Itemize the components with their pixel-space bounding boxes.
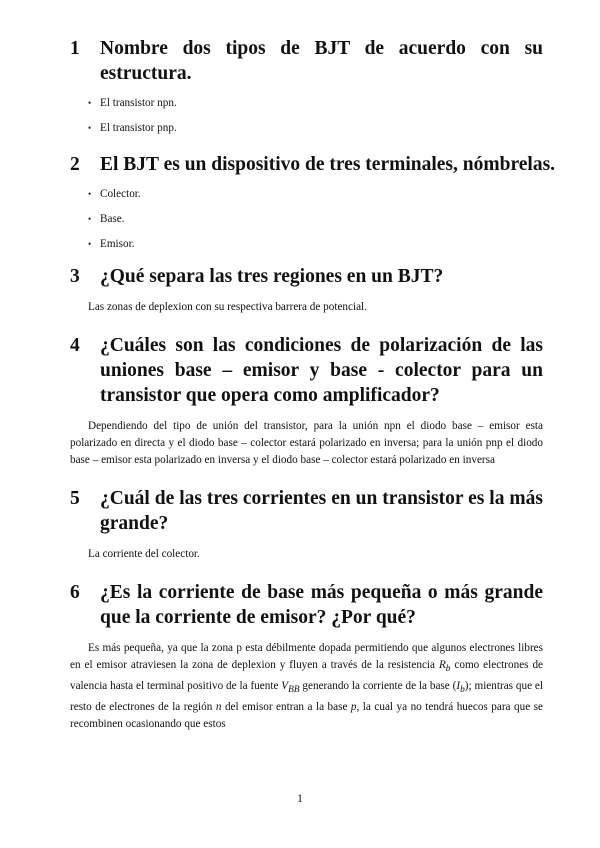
section-title: El BJT es un dispositivo de tres terminales, nómbrelas.: [100, 154, 556, 175]
section-body: La corriente del colector.: [88, 548, 200, 560]
section-number: 1: [70, 38, 80, 59]
section-body: Dependiendo del tipo de unión del transistor, para la unión npn el diodo base – emisor esta polarizado en directa y el diodo base – colector estará polarizado en inversa; para la unión pnp el diodo base – emisor esta polarizado en inversa y el diodo base – colector estará polarizado en inversa: [70, 420, 543, 466]
section-heading: [70, 152, 556, 177]
math-var: p: [350, 701, 357, 714]
list-item: [88, 121, 543, 146]
section-body: Es más pequeña, ya que la zona p esta débilmente dopada permitiendo que algunos electrones libres en el emisor atraviesen la zona de deplexion y fluyen a través de la resistencia $R_b$ como electrones de valencia hasta el terminal positivo de la fuente $V_{BB}$ generando la corriente de la base $(I_b)$; mientras que el resto de electrones de la región n del emisor entran a la base p, la cual ya no tendrá huecos para que se recombinen ocasionando que estos: [70, 642, 544, 731]
list-item-text: El transistor pnp.: [100, 122, 177, 134]
document-page: [70, 36, 556, 733]
section-5: [70, 486, 543, 563]
section-heading: [70, 264, 543, 289]
section-number: 3: [70, 266, 80, 287]
math-var: V: [281, 680, 289, 693]
section-3: [70, 264, 543, 316]
bullet-icon: •: [88, 98, 92, 108]
section-number: 5: [70, 488, 80, 509]
section-title: ¿Qué separa las tres regiones en un BJT?: [100, 266, 444, 287]
section-4: [70, 333, 543, 469]
math-var: n: [215, 701, 222, 714]
page-number: 1: [297, 793, 303, 805]
section-number: 2: [70, 154, 80, 175]
list-item: [88, 237, 543, 262]
section-heading: [70, 333, 543, 408]
bullet-list: [70, 187, 543, 262]
list-item: [88, 187, 543, 212]
section-title: ¿Cuál de las tres corrientes en un transistor es la más grande?: [100, 488, 543, 534]
section-heading: [70, 580, 543, 630]
math-subscript: b: [445, 664, 451, 675]
section-number: 6: [70, 582, 80, 603]
list-item-text: Base.: [100, 213, 125, 225]
math-subscript: b: [460, 685, 465, 696]
section-body: Las zonas de deplexion con su respectiva barrera de potencial.: [88, 301, 367, 313]
section-2: [70, 152, 556, 262]
bullet-icon: •: [88, 123, 92, 133]
bullet-icon: •: [88, 189, 92, 199]
list-item-text: El transistor npn.: [100, 97, 177, 109]
list-item: [88, 212, 543, 237]
section-number: 4: [70, 335, 80, 356]
math-var: R: [438, 659, 446, 671]
section-1: [70, 36, 543, 146]
bullet-icon: •: [88, 214, 92, 224]
section-title: ¿Cuáles son las condiciones de polarización de las uniones base – emisor y base - colector para un transistor que opera como amplificador?: [100, 335, 543, 406]
list-item-text: Colector.: [100, 188, 141, 200]
list-item-text: Emisor.: [100, 238, 135, 250]
section-6: [70, 580, 543, 733]
bullet-icon: •: [88, 239, 92, 249]
section-heading: [70, 486, 543, 536]
bullet-list: [70, 96, 543, 146]
section-title: Nombre dos tipos de BJT de acuerdo con su estructura.: [100, 38, 543, 84]
math-var: I: [456, 680, 461, 693]
section-heading: [70, 36, 543, 86]
math-subscript: BB: [288, 685, 300, 696]
section-title: ¿Es la corriente de base más pequeña o más grande que la corriente de emisor? ¿Por qué?: [100, 582, 543, 628]
list-item: [88, 96, 543, 121]
